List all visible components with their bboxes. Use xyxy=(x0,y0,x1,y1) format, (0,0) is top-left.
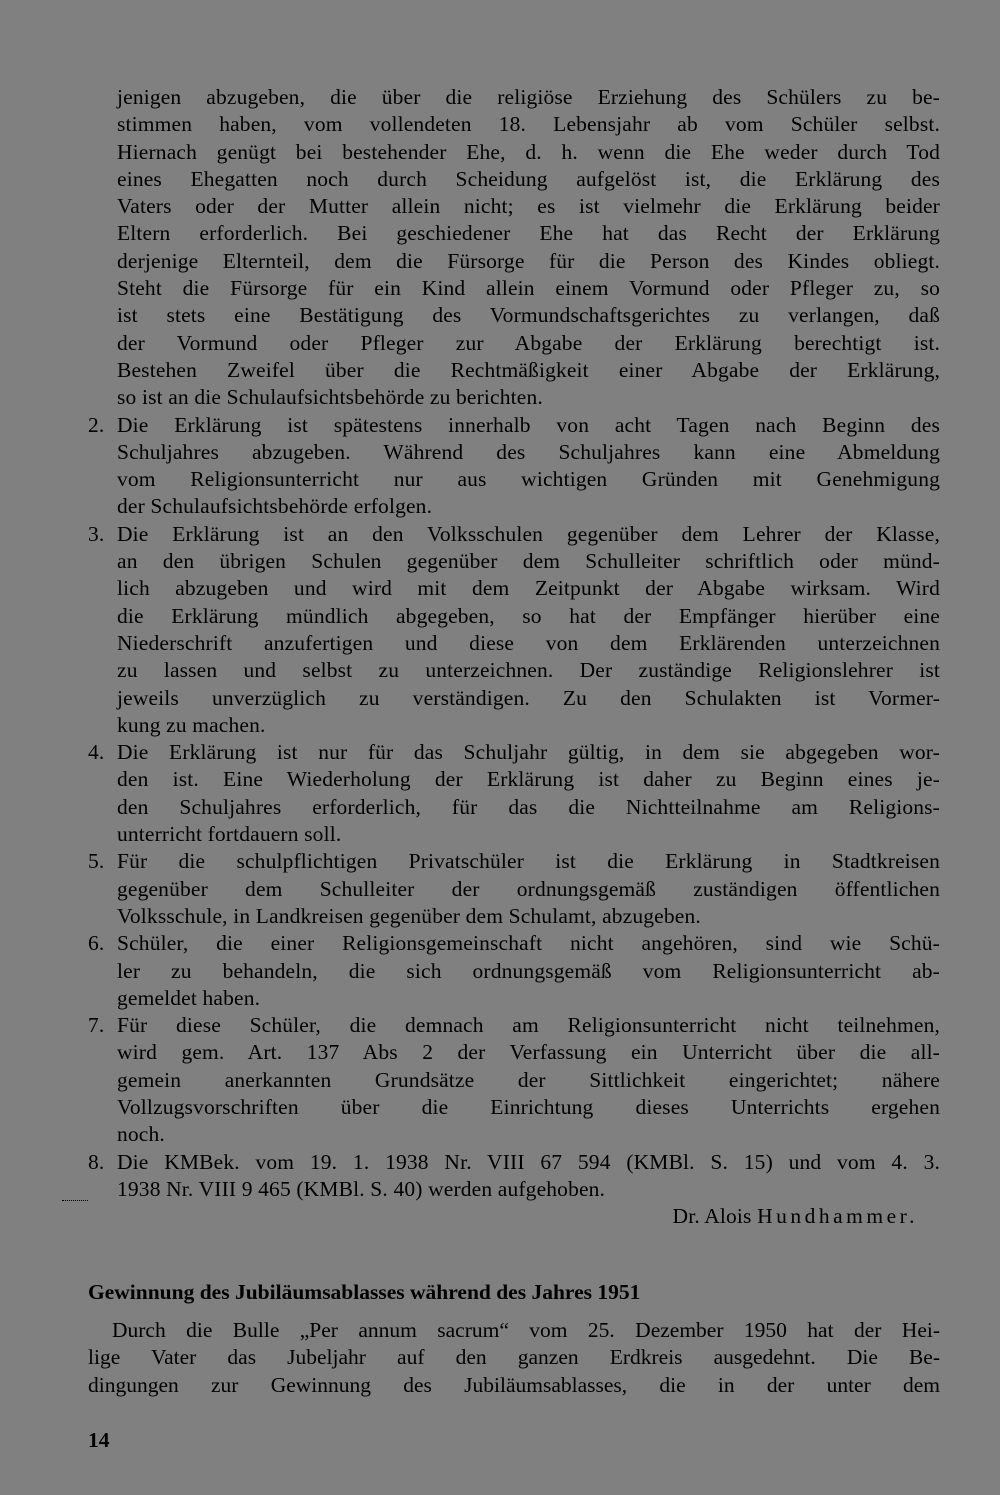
text-line: Bestehen Zweifel über die Rechtmäßigkeit einer Abgabe der Erklärung, xyxy=(117,357,940,382)
text-line: dingungen zur Gewinnung des Jubiläumsablasses, die in der unter dem xyxy=(88,1372,940,1397)
text-line: Für die schulpflichtigen Privatschüler ist die Erklärung in Stadtkreisen xyxy=(117,849,940,874)
text-line: eines Ehegatten noch durch Scheidung aufgelöst ist, die Erklärung des xyxy=(117,166,940,191)
text-line: jeweils unverzüglich zu verständigen. Zu den Schulakten ist Vormer- xyxy=(117,685,940,710)
text-line: lich abzugeben und wird mit dem Zeitpunkt der Abgabe wirksam. Wird xyxy=(117,576,940,601)
text-line: so ist an die Schulaufsichtsbehörde zu berichten. xyxy=(117,385,543,410)
list-item xyxy=(88,848,940,930)
text-line: Die Erklärung ist an den Volksschulen gegenüber dem Lehrer der Klasse, xyxy=(117,521,940,546)
text-line: der Schulaufsichtsbehörde erfolgen. xyxy=(117,494,433,519)
text-line: Die KMBek. vom 19. 1. 1938 Nr. VIII 67 594 (KMBl. S. 15) und vom 4. 3. xyxy=(117,1149,940,1174)
text-line: Die Erklärung ist spätestens innerhalb von acht Tagen nach Beginn des xyxy=(117,412,940,437)
text-line: ler zu behandeln, die sich ordnungsgemäß vom Religionsunterricht ab- xyxy=(117,958,940,983)
text-line: vom Religionsunterricht nur aus wichtigen Gründen mit Genehmigung xyxy=(117,467,940,492)
main-text-column xyxy=(88,84,940,1230)
text-line: ist stets eine Bestätigung des Vormundschaftsgerichtes zu verlangen, daß xyxy=(117,303,940,328)
signature-name: Hundhammer. xyxy=(757,1204,918,1229)
list-item-number: 5. xyxy=(88,849,105,874)
text-line: die Erklärung mündlich abgegeben, so hat der Empfänger hierüber eine xyxy=(117,603,940,628)
signature-prefix: Dr. Alois xyxy=(672,1204,758,1229)
text-line: Eltern erforderlich. Bei geschiedener Ehe hat das Recht der Erklärung xyxy=(117,221,940,246)
text-line: Schüler, die einer Religionsgemeinschaft nicht angehören, sind wie Schü- xyxy=(117,931,940,956)
text-line: gemein anerkannten Grundsätze der Sittlichkeit eingerichtet; nähere xyxy=(117,1067,940,1092)
text-line: Vollzugsvorschriften über die Einrichtung dieses Unterrichts ergehen xyxy=(117,1094,940,1119)
section-body xyxy=(88,1317,940,1399)
text-line: Durch die Bulle „Per annum sacrum“ vom 25. Dezember 1950 hat der Hei- xyxy=(112,1318,940,1342)
text-line: den ist. Eine Wiederholung der Erklärung ist daher zu Beginn eines je- xyxy=(117,767,940,792)
text-line: Volksschule, in Landkreisen gegenüber dem Schulamt, abzugeben. xyxy=(117,903,701,928)
list-item-number: 4. xyxy=(88,740,105,765)
continuation-paragraph xyxy=(117,84,940,412)
stray-mark xyxy=(62,1200,88,1203)
page-number: 14 xyxy=(88,1428,110,1452)
text-line: jenigen abzugeben, die über die religiöse Erziehung des Schülers zu be- xyxy=(117,85,940,109)
text-line: gemeldet haben. xyxy=(117,985,261,1010)
list-item xyxy=(88,1149,940,1204)
signature xyxy=(88,1203,940,1230)
text-line: an den übrigen Schulen gegenüber dem Schulleiter schriftlich oder münd- xyxy=(117,549,940,574)
text-line: zu lassen und selbst zu unterzeichnen. Der zuständige Religionslehrer ist xyxy=(117,658,940,683)
list-item-number: 6. xyxy=(88,931,105,956)
list-item-number: 8. xyxy=(88,1149,105,1174)
text-line: unterricht fortdauern soll. xyxy=(117,822,342,847)
text-line: Vaters oder der Mutter allein nicht; es ist vielmehr die Erklärung beider xyxy=(117,194,940,219)
list-item-number: 3. xyxy=(88,521,105,546)
text-line: noch. xyxy=(117,1122,165,1147)
text-line: derjenige Elternteil, dem die Fürsorge für die Person des Kindes obliegt. xyxy=(117,248,940,273)
text-line: lige Vater das Jubeljahr auf den ganzen Erdkreis ausgedehnt. Die Be- xyxy=(88,1345,940,1370)
numbered-list xyxy=(88,412,940,1204)
text-line: der Vormund oder Pfleger zur Abgabe der Erklärung berechtigt ist. xyxy=(117,330,940,355)
text-line: den Schuljahres erforderlich, für das die Nichtteilnahme am Religions- xyxy=(117,794,940,819)
text-line: stimmen haben, vom vollendeten 18. Lebensjahr ab vom Schüler selbst. xyxy=(117,112,940,137)
text-line: Schuljahres abzugeben. Während des Schuljahres kann eine Abmeldung xyxy=(117,439,940,464)
text-line: kung zu machen. xyxy=(117,712,266,737)
list-item-number: 2. xyxy=(88,412,105,437)
list-item xyxy=(88,521,940,739)
text-line: Steht die Fürsorge für ein Kind allein einem Vormund oder Pfleger zu, so xyxy=(117,276,940,301)
text-line: Für diese Schüler, die demnach am Religionsunterricht nicht teilnehmen, xyxy=(117,1013,940,1038)
list-item xyxy=(88,739,940,848)
text-line: 1938 Nr. VIII 9 465 (KMBl. S. 40) werden aufgehoben. xyxy=(117,1176,606,1201)
text-line: Niederschrift anzufertigen und diese von dem Erklärenden unterzeichnen xyxy=(117,630,940,655)
list-item xyxy=(88,930,940,1012)
text-line: Die Erklärung ist nur für das Schuljahr gültig, in dem sie abgegeben wor- xyxy=(117,740,940,765)
list-item-number: 7. xyxy=(88,1013,105,1038)
text-line: wird gem. Art. 137 Abs 2 der Verfassung ein Unterricht über die all- xyxy=(117,1040,940,1065)
text-line: gegenüber dem Schulleiter der ordnungsgemäß zuständigen öffentlichen xyxy=(117,876,940,901)
section-heading: Gewinnung des Jubiläumsablasses während des Jahres 1951 xyxy=(88,1280,641,1304)
text-line: Hiernach genügt bei bestehender Ehe, d. h. wenn die Ehe weder durch Tod xyxy=(117,139,940,164)
list-item xyxy=(88,1012,940,1148)
list-item xyxy=(88,412,940,521)
